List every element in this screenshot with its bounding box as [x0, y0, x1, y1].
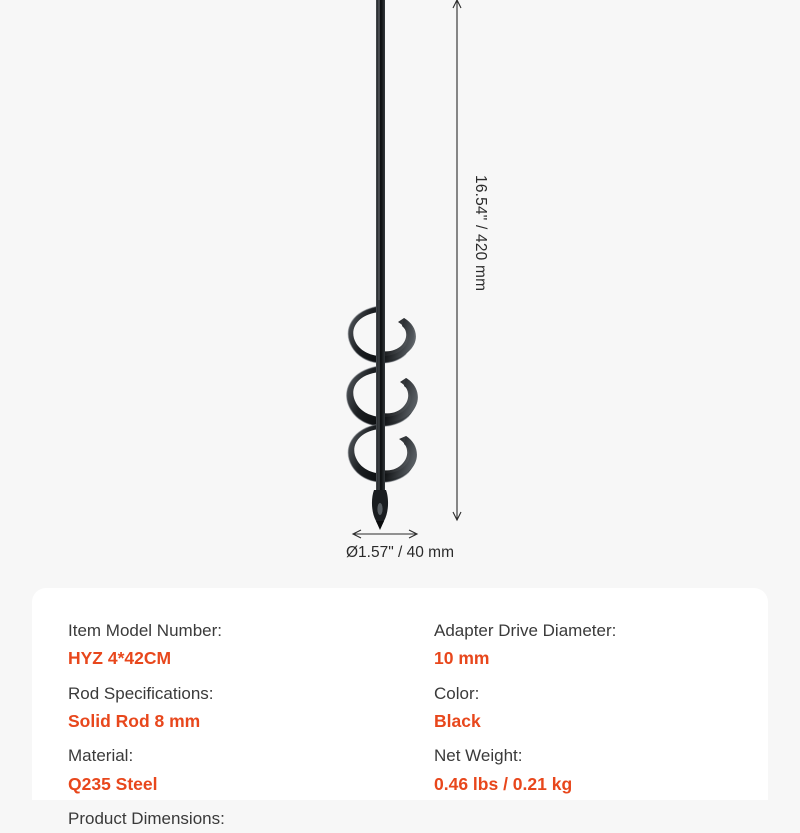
- vertical-dimension-label: 16.54" / 420 mm: [472, 175, 489, 292]
- auger-shaft: [376, 0, 385, 320]
- spec-item-net-weight: [434, 743, 732, 797]
- spec-item-color: [434, 681, 732, 735]
- vertical-dimension-line: [453, 0, 461, 520]
- spec-value: 10 mm: [434, 648, 490, 669]
- auger-tip: [372, 490, 388, 530]
- auger-lower-shaft: [376, 300, 385, 500]
- spec-item-material: [68, 743, 400, 797]
- spec-label: Product Dimensions:: [68, 808, 225, 828]
- spec-item-adapter-drive-diameter: [434, 618, 732, 672]
- spec-item-model-number: [68, 618, 400, 672]
- horizontal-dimension-label: Ø1.57" / 40 mm: [345, 544, 454, 561]
- spec-value: Black: [434, 710, 481, 731]
- spec-column-right: [400, 618, 732, 833]
- spec-value: HYZ 4*42CM: [68, 648, 172, 669]
- spec-label: Color:: [434, 683, 480, 703]
- spec-label: Material:: [68, 746, 134, 766]
- specification-card: [32, 588, 768, 828]
- spec-value: Q235 Steel: [68, 773, 158, 794]
- spec-value: Solid Rod 8 mm: [68, 710, 201, 731]
- spec-label: Net Weight:: [434, 746, 523, 766]
- spec-value: 0.46 lbs / 0.21 kg: [434, 773, 573, 794]
- spec-item-rod-specifications: [68, 681, 400, 735]
- spec-label: Rod Specifications:: [68, 683, 214, 703]
- spec-label: Adapter Drive Diameter:: [434, 621, 617, 640]
- spec-label: Item Model Number:: [68, 621, 222, 640]
- spec-column-left: [68, 618, 400, 833]
- horizontal-dimension-line: [353, 530, 417, 538]
- spec-item-product-dimensions: [68, 806, 400, 832]
